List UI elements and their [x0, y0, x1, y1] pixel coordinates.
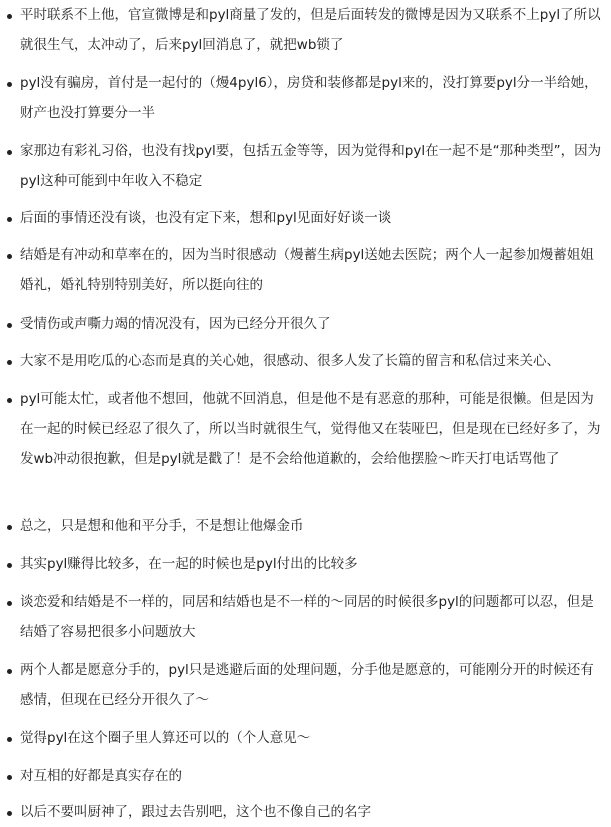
list-item-text: pyl没有骗房，首付是一起付的（熳4pyl6），房贷和装修都是pyl来的，没打算要pyl分一半给她，财产也没打算要分一半 — [20, 75, 598, 121]
list-item-text: 两个人都是愿意分手的，pyl只是逃避后面的处理问题，分手他是愿意的，可能刚分开的时候还有感情，但现在已经分开很久了～ — [20, 662, 594, 708]
list-item-text: 以后不要叫厨神了，跟过去告别吧，这个也不像自己的名字 — [20, 804, 371, 820]
bullet-dot-icon — [7, 323, 12, 328]
bullet-dot-icon — [7, 360, 12, 365]
bullet-dot-icon — [7, 82, 12, 87]
list-item-text: 后面的事情还没有谈，也没有定下来，想和pyl见面好好谈一谈 — [20, 210, 392, 226]
list-item-text: 大家不是用吃瓜的心态而是真的关心她，很感动、很多人发了长篇的留言和私信过来关心、 — [20, 353, 560, 369]
list-item-text: 对互相的好都是真实存在的 — [20, 768, 182, 784]
list-item-text: 平时联系不上他，官宣微博是和pyl商量了发的，但是后面转发的微博是因为又联系不上pyl了所以就很生气，太冲动了，后来pyl回消息了，就把wb锁了 — [20, 7, 601, 53]
bullet-dot-icon — [7, 217, 12, 222]
list-item-text: 总之，只是想和他和平分手，不是想让他爆金币 — [20, 518, 304, 534]
bullet-dot-icon — [7, 525, 12, 530]
bullet-dot-icon — [7, 398, 12, 403]
list-item-text: 谈恋爱和结婚是不一样的，同居和结婚也是不一样的～同居的时候很多pyl的问题都可以忍，但是结婚了容易把很多小问题放大 — [20, 594, 594, 640]
list-item-text: 家那边有彩礼习俗，也没有找pyl要，包括五金等等，因为觉得和pyl在一起不是“那种类型”，因为pyl这种可能到中年收入不稳定 — [20, 143, 602, 189]
bullet-dot-icon — [7, 150, 12, 155]
bullet-dot-icon — [7, 14, 12, 19]
list-item-text: pyl可能太忙，或者他不想回，他就不回消息，但是他不是有恶意的那种，可能是很懒。但是因为在一起的时候已经忍了很久了，所以当时就很生气，觉得他又在装哑巴，但是现在已经好多了，为发wb冲动很抱歉，但是pyl就是戳了！是不会给他道歉的，会给他摆脸～昨天打电话骂他了 — [20, 391, 601, 467]
bullet-dot-icon — [7, 563, 12, 568]
list-item-text: 觉得pyl在这个圈子里人算还可以的（个人意见～ — [20, 730, 311, 746]
bullet-dot-icon — [7, 669, 12, 674]
list-item-text: 其实pyl赚得比较多，在一起的时候也是pyl付出的比较多 — [20, 556, 358, 572]
bullet-dot-icon — [7, 254, 12, 259]
list-item-text: 受情伤或声嘶力竭的情况没有，因为已经分开很久了 — [20, 316, 331, 332]
bullet-dot-icon — [7, 737, 12, 742]
list-item-text: 结婚是有冲动和草率在的，因为当时很感动（熳蓄生病pyl送她去医院；两个人一起参加熳蓄姐姐婚礼，婚礼特别特别美好，所以挺向往的 — [20, 247, 594, 293]
bullet-dot-icon — [7, 775, 12, 780]
bullet-dot-icon — [7, 811, 12, 816]
bullet-dot-icon — [7, 601, 12, 606]
